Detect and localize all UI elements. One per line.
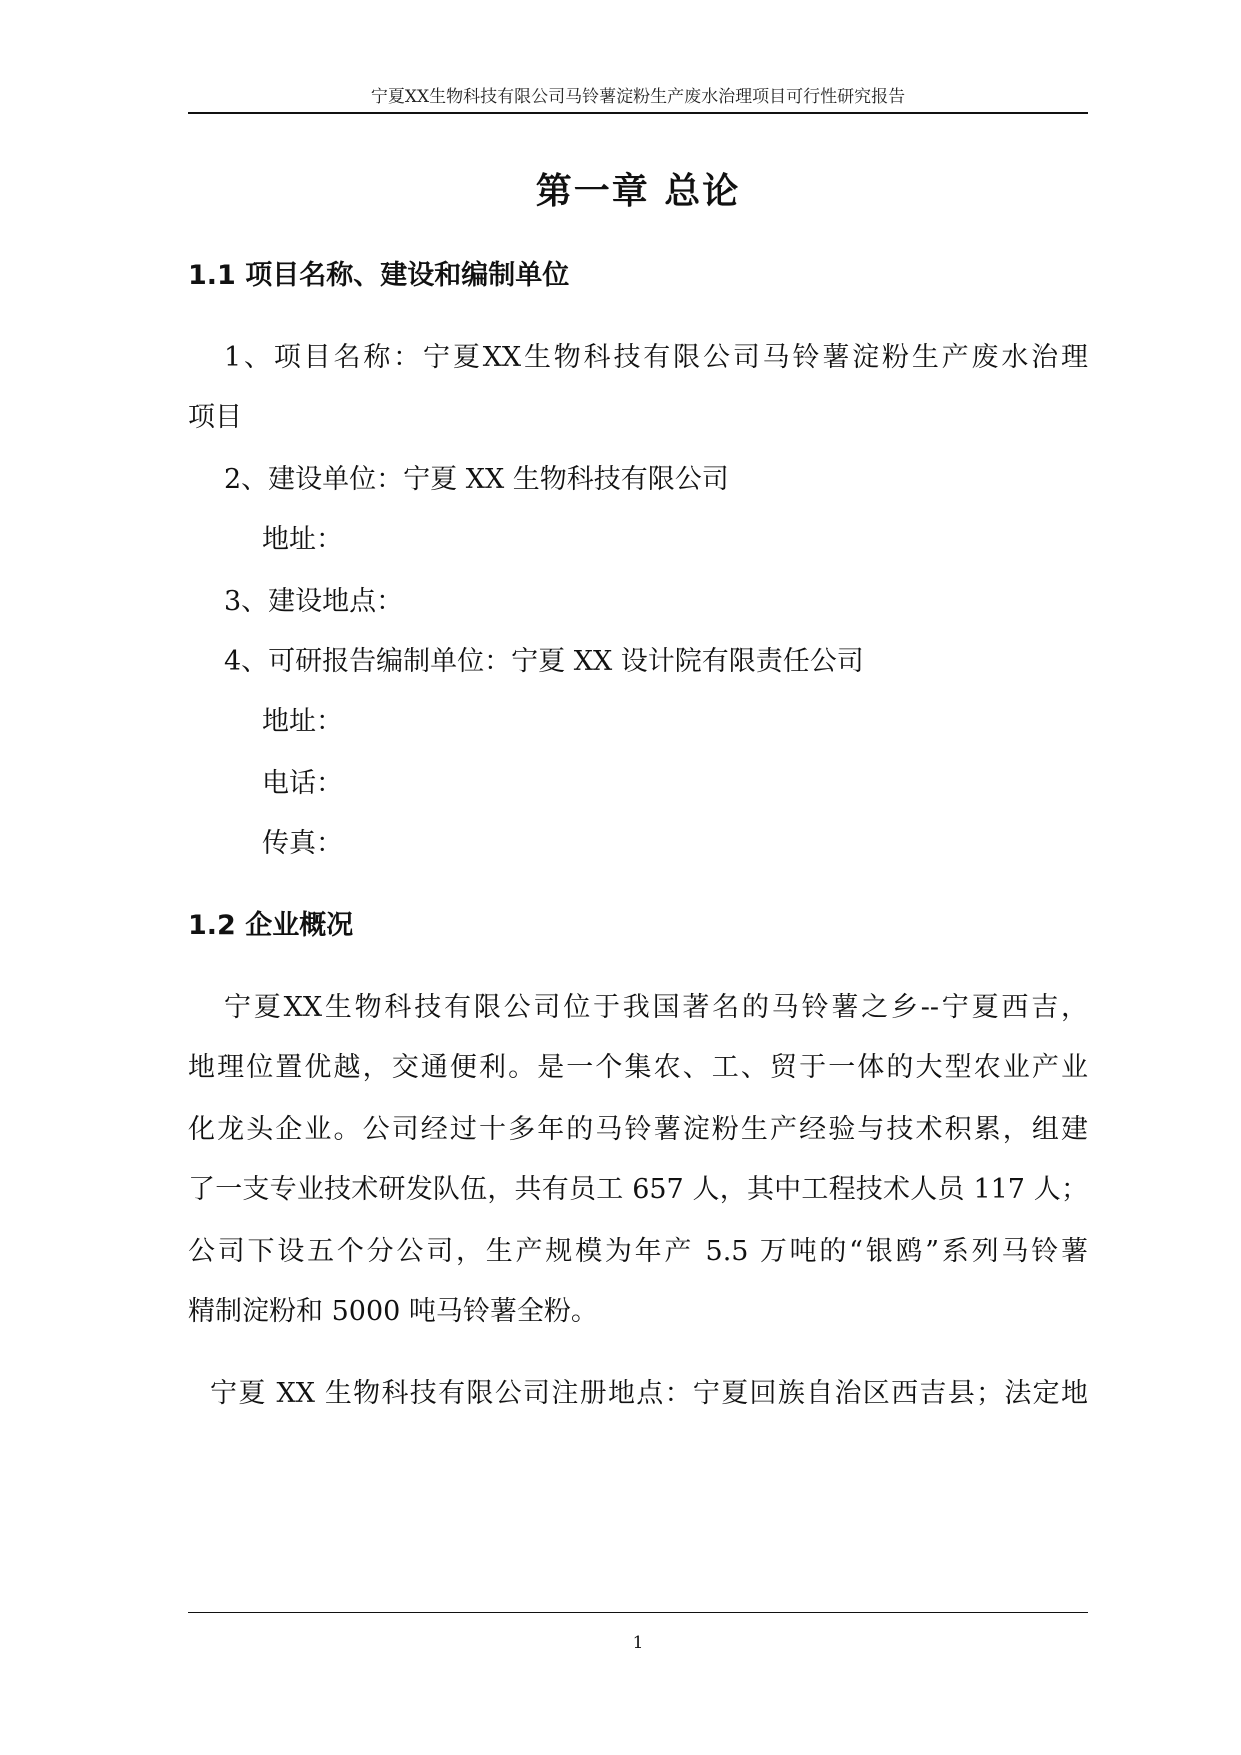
footer-rule xyxy=(188,1612,1088,1613)
registration-para-line: 宁夏 XX 生物科技有限公司注册地点：宁夏回族自治区西吉县；法定地 xyxy=(210,1378,1088,1409)
section-heading-1-2: 1.2 企业概况 xyxy=(188,910,354,941)
item-builder: 2、建设单位：宁夏 XX 生物科技有限公司 xyxy=(224,464,729,495)
section-heading-1-1: 1.1 项目名称、建设和编制单位 xyxy=(188,260,570,291)
item-project-name-line2: 项目 xyxy=(188,402,242,433)
item-report-compiler: 4、可研报告编制单位：宁夏 XX 设计院有限责任公司 xyxy=(224,646,864,677)
company-para-line: 宁夏XX生物科技有限公司位于我国著名的马铃薯之乡--宁夏西吉， xyxy=(224,992,1088,1023)
item-compiler-address: 地址： xyxy=(262,706,343,737)
item-compiler-fax: 传真： xyxy=(262,828,343,859)
item-build-location: 3、建设地点： xyxy=(224,586,404,617)
company-para-line: 地理位置优越，交通便利。是一个集农、工、贸于一体的大型农业产业 xyxy=(188,1052,1088,1083)
item-project-name-line1: 1、项目名称：宁夏XX生物科技有限公司马铃薯淀粉生产废水治理 xyxy=(224,342,1088,373)
item-compiler-phone: 电话： xyxy=(262,768,343,799)
chapter-title: 第一章 总论 xyxy=(535,171,741,212)
item-builder-address: 地址： xyxy=(262,524,343,555)
page-number: 1 xyxy=(632,1633,644,1653)
company-para-line: 了一支专业技术研发队伍，共有员工 657 人，其中工程技术人员 117 人； xyxy=(188,1174,1088,1205)
company-para-line: 公司下设五个分公司，生产规模为年产 5.5 万吨的“银鸥”系列马铃薯 xyxy=(188,1236,1088,1267)
running-header: 宁夏XX生物科技有限公司马铃薯淀粉生产废水治理项目可行性研究报告 xyxy=(370,87,906,107)
company-para-line: 化龙头企业。公司经过十多年的马铃薯淀粉生产经验与技术积累，组建 xyxy=(188,1114,1088,1145)
company-para-line: 精制淀粉和 5000 吨马铃薯全粉。 xyxy=(188,1296,598,1327)
header-rule xyxy=(188,112,1088,114)
